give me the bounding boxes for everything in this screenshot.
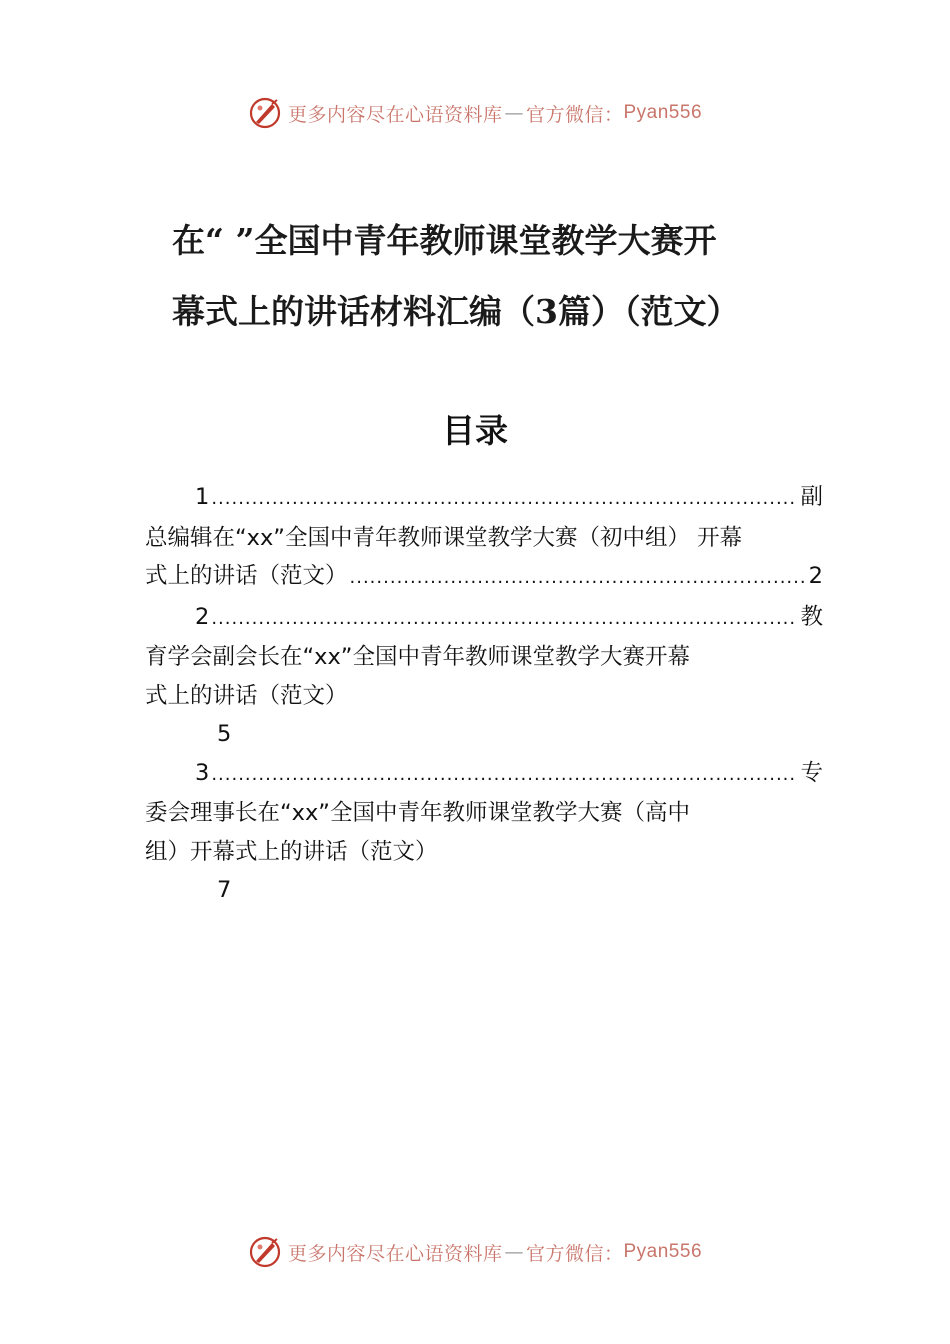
table-of-contents: [145, 478, 823, 910]
banner-dash: —: [504, 102, 524, 124]
toc-entry-first-char: 教: [800, 603, 823, 630]
banner-wechat-id: Pyan556: [623, 1241, 703, 1262]
toc-entry-page: 7: [217, 877, 232, 903]
toc-entry-text: 组）开幕式上的讲话（范文）: [145, 838, 438, 865]
header-watermark-banner: [0, 93, 950, 133]
banner-wechat-label: 官方微信：: [525, 103, 624, 126]
toc-entry-text: 式上的讲话（范文）: [145, 682, 348, 709]
toc-entry-page: 5: [217, 721, 232, 747]
quill-seal-icon: [248, 1235, 282, 1269]
dot-leader: [211, 480, 798, 519]
toc-entry-text: 式上的讲话（范文）: [145, 563, 348, 589]
toc-entry-3[interactable]: [145, 754, 823, 910]
banner-text: 更多内容尽在心语资料库: [287, 1242, 503, 1265]
toc-entry-text: 育学会副会长在“xx”全国中青年教师课堂教学大赛开幕: [145, 644, 690, 670]
banner-wechat-label: 官方微信：: [525, 1242, 624, 1265]
title-line-2: 幕式上的讲话材料汇编（3篇）（范文）: [172, 292, 740, 331]
toc-entry-1[interactable]: [145, 478, 823, 598]
dot-leader: [350, 559, 807, 598]
dot-leader: [211, 756, 798, 795]
toc-entry-first-char: 副: [800, 484, 823, 510]
document-title: [172, 205, 822, 347]
quill-seal-icon: [248, 96, 282, 130]
toc-entry-first-char: 专: [800, 759, 823, 786]
toc-heading: 目录: [442, 411, 508, 450]
toc-entry-number: 2: [195, 603, 210, 630]
banner-dash: —: [504, 1241, 524, 1263]
banner-wechat-id: Pyan556: [623, 102, 703, 123]
toc-entry-page: 2: [808, 563, 823, 589]
toc-entry-number: 3: [195, 759, 210, 786]
footer-watermark-banner: [0, 1232, 950, 1272]
banner-text: 更多内容尽在心语资料库: [287, 103, 503, 126]
toc-entry-text: 总编辑在“xx”全国中青年教师课堂教学大赛（初中组） 开幕: [145, 524, 743, 551]
toc-entry-number: 1: [195, 484, 210, 510]
title-line-1: 在“ ”全国中青年教师课堂教学大赛开: [172, 221, 717, 260]
dot-leader: [211, 600, 798, 639]
toc-entry-text: 委会理事长在“xx”全国中青年教师课堂教学大赛（高中: [145, 800, 690, 826]
toc-entry-2[interactable]: [145, 598, 823, 754]
